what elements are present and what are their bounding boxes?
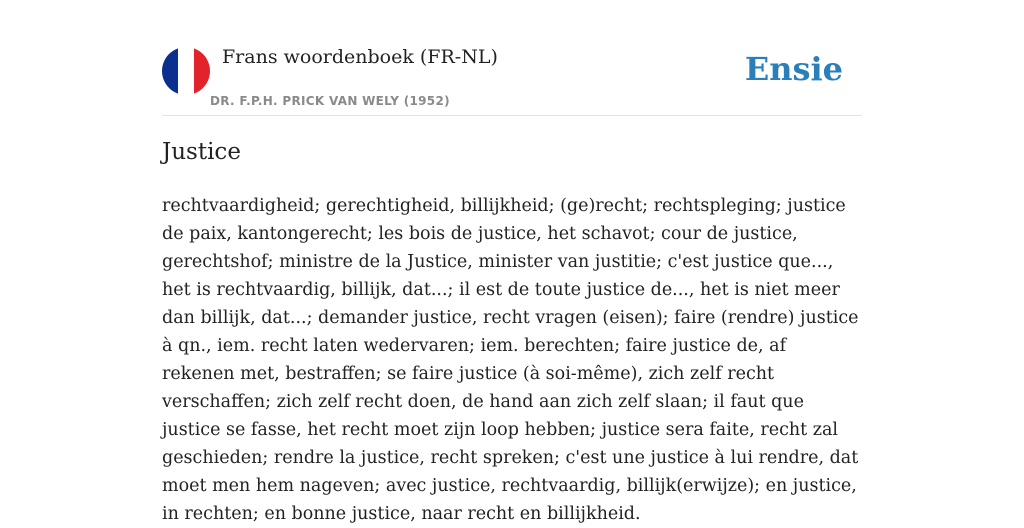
france-flag-icon [162, 47, 210, 95]
flag-stripe-red [194, 47, 210, 95]
entry-headword: Justice [162, 139, 241, 165]
header-divider [162, 115, 862, 116]
ensie-logo[interactable]: Ensie [744, 50, 843, 88]
dictionary-author: DR. F.P.H. PRICK VAN WELY (1952) [210, 94, 450, 108]
entry-definition: rechtvaardigheid; gerechtigheid, billijkheid; (ge)recht; rechtspleging; justice de paix, kantongerecht; les bois de justice, het schavot; cour de justice, gerechtshof; ministre de la Justice, minister van justitie; c'est justice que..., het is rechtvaardig, billijk, dat...; il est de toute justice de..., het is niet meer dan billijk, dat...; demander justice, recht vragen (eisen); faire (rendre) justice à qn., iem. recht laten wedervaren; iem. berechten; faire justice de, af rekenen met, bestraffen; se faire justice (à soi-même), zich zelf recht verschaffen; zich zelf recht doen, de hand aan zich zelf slaan; il faut que justice se fasse, het recht moet zijn loop hebben; justice sera faite, recht zal geschieden; rendre la justice, recht spreken; c'est une justice à lui rendre, dat moet men hem nageven; avec justice, rechtvaardig, billijk(erwijze); en justice, in rechten; en bonne justice, naar recht en billijkheid. [162, 196, 859, 524]
dictionary-title[interactable]: Frans woordenboek (FR-NL) [222, 46, 498, 68]
flag-stripe-white [178, 47, 194, 95]
flag-stripe-blue [162, 47, 178, 95]
